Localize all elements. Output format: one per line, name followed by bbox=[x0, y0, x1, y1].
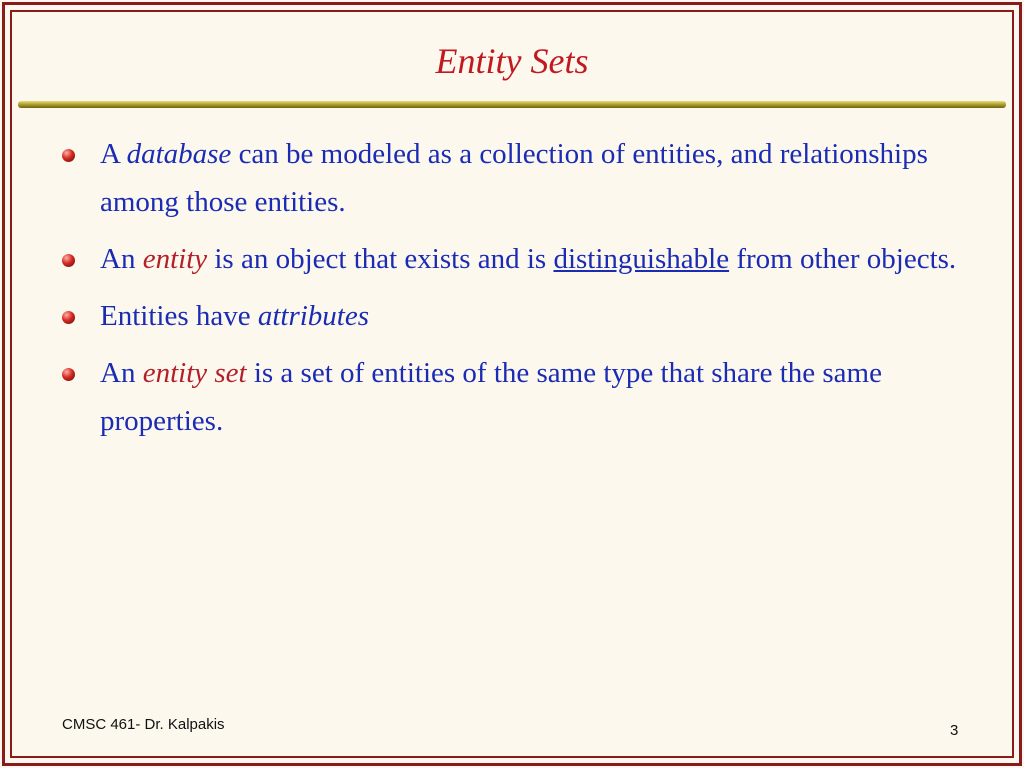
bullet-text: An bbox=[100, 243, 143, 275]
red-sphere-bullet-icon bbox=[62, 254, 75, 267]
slide-title: Entity Sets bbox=[435, 41, 589, 81]
bullet-text: from other objects. bbox=[729, 243, 957, 275]
term-attributes: attributes bbox=[257, 300, 370, 332]
bullet-text: can be modeled as a collection of entities, and relationships among those entities. bbox=[100, 138, 928, 218]
bullet-list bbox=[62, 130, 962, 454]
bullet-item-database bbox=[62, 130, 962, 226]
title-divider bbox=[18, 101, 1006, 108]
term-entity: entity bbox=[142, 243, 208, 275]
bullet-text: A bbox=[100, 138, 127, 170]
bullet-item-entity bbox=[62, 235, 962, 283]
bullet-item-attributes bbox=[62, 292, 962, 340]
bullet-text: Entities have bbox=[100, 300, 258, 332]
term-database: database bbox=[126, 138, 232, 170]
red-sphere-bullet-icon bbox=[62, 311, 75, 324]
slide-page-number: 3 bbox=[950, 722, 959, 739]
bullet-text: is a set of entities of the same type that share the same properties. bbox=[100, 357, 882, 437]
footer-course-label: CMSC 461- Dr. Kalpakis bbox=[62, 716, 225, 733]
term-entity-set: entity set bbox=[142, 357, 247, 389]
red-sphere-bullet-icon bbox=[62, 149, 75, 162]
bullet-text: is an object that exists and is bbox=[207, 243, 554, 275]
bullet-text: An bbox=[100, 357, 143, 389]
term-distinguishable: distinguishable bbox=[553, 243, 730, 275]
red-sphere-bullet-icon bbox=[62, 368, 75, 381]
bullet-item-entity-set bbox=[62, 349, 962, 445]
